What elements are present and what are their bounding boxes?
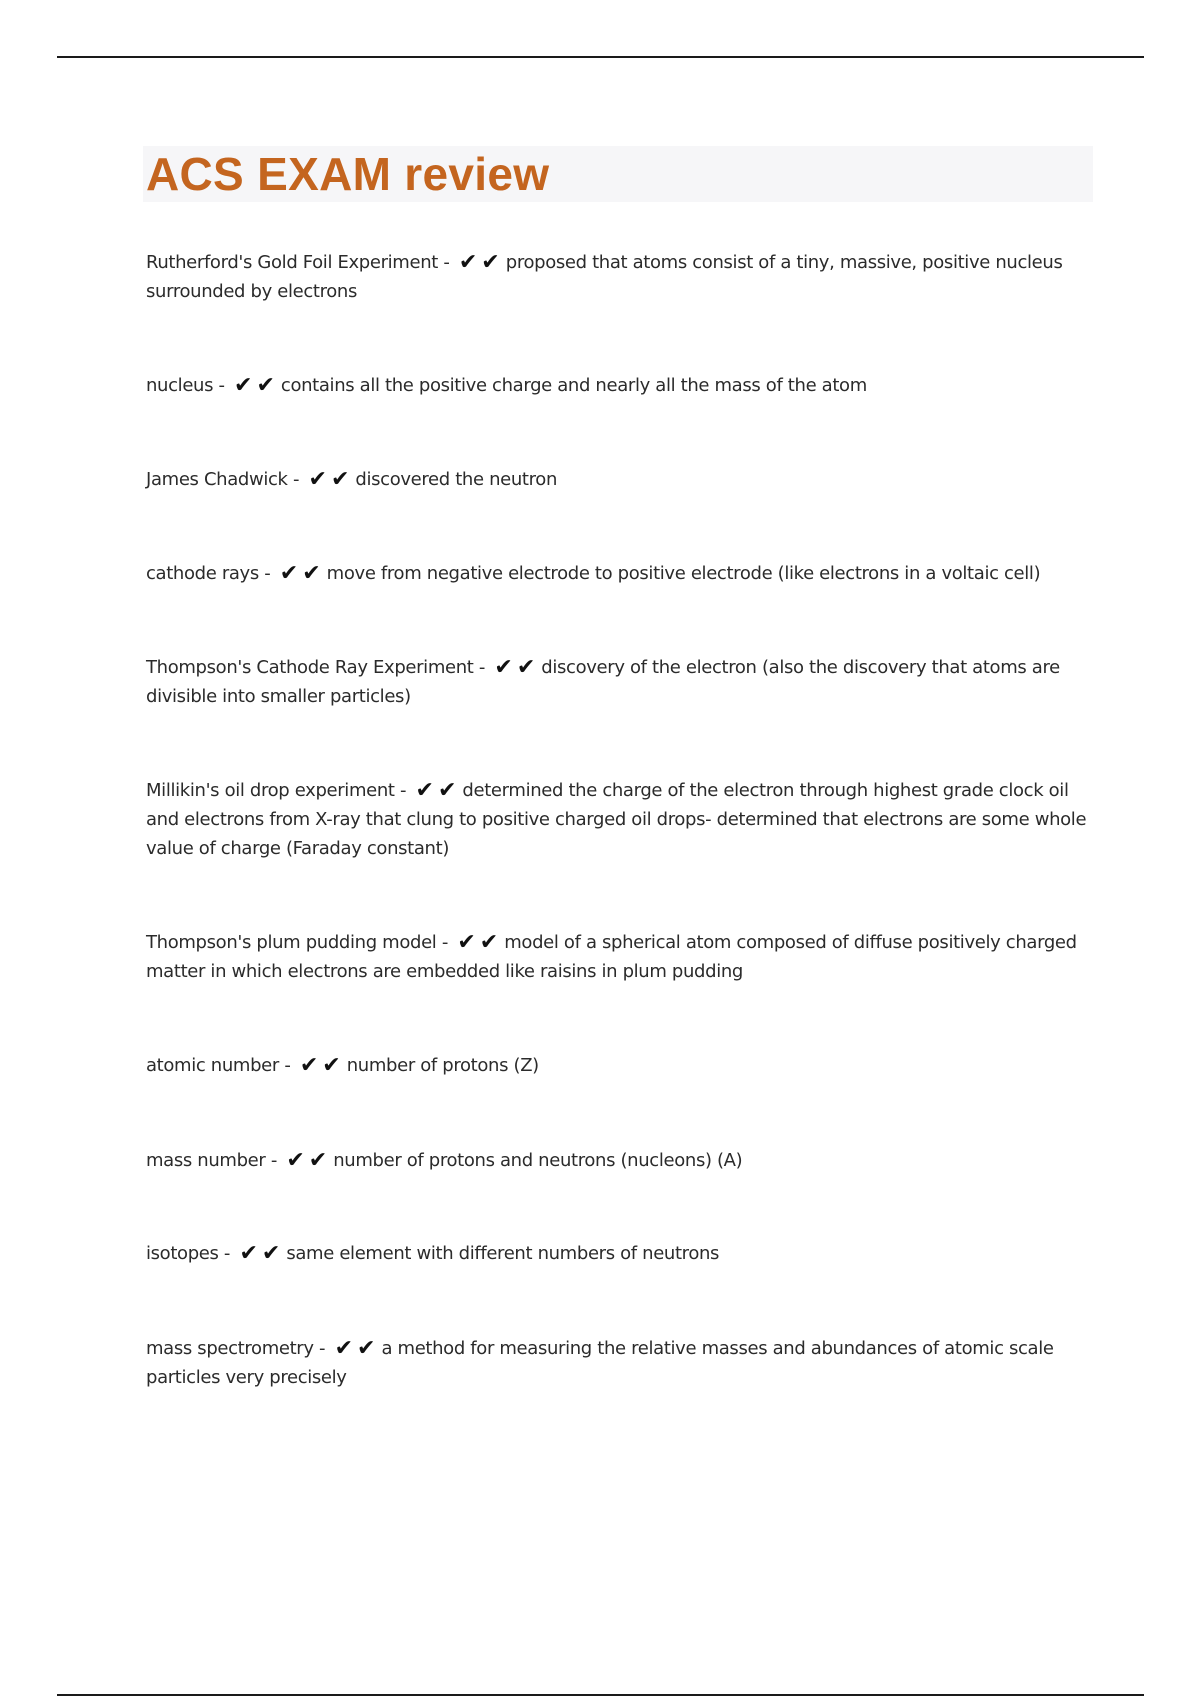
definition: discovered the neutron (355, 469, 558, 490)
term: atomic number (146, 1055, 279, 1076)
term: Thompson's Cathode Ray Experiment (146, 657, 474, 678)
separator: - (264, 563, 271, 584)
list-item (146, 1146, 1096, 1175)
definition: model of a spherical atom composed of diffuse positively charged matter in which electrons are embedded like raisins in plum pudding (146, 932, 1077, 982)
check-icon: ✔✔ (286, 1148, 332, 1173)
definition: contains all the positive charge and nearly all the mass of the atom (280, 375, 867, 396)
separator: - (270, 1150, 277, 1171)
check-icon: ✔✔ (234, 373, 279, 398)
separator: - (319, 1338, 326, 1359)
check-icon: ✔✔ (308, 467, 354, 492)
term: Millikin's oil drop experiment (146, 780, 395, 801)
check-icon: ✔✔ (239, 1241, 285, 1266)
separator: - (441, 932, 448, 953)
definition: same element with different numbers of neutrons (286, 1243, 720, 1264)
check-icon: ✔✔ (458, 250, 504, 275)
list-item (146, 248, 1096, 306)
check-icon: ✔✔ (457, 930, 503, 955)
definition: discovery of the electron (also the discovery that atoms are divisible into smaller particles) (146, 657, 1060, 707)
list-item (146, 928, 1096, 986)
term: Thompson's plum pudding model (146, 932, 437, 953)
list-item (146, 1334, 1096, 1392)
check-icon: ✔✔ (494, 655, 540, 680)
list-item (146, 465, 1096, 494)
definition: proposed that atoms consist of a tiny, massive, positive nucleus surrounded by electrons (146, 252, 1063, 302)
list-item (146, 776, 1096, 863)
term: James Chadwick (146, 469, 288, 490)
definition: determined the charge of the electron through highest grade clock oil and electrons from X-ray that clung to positive charged oil drops- determined that electrons are some whole value of charge (Faraday constant) (146, 780, 1087, 859)
bottom-rule (57, 1694, 1144, 1696)
term: nucleus (146, 375, 214, 396)
list-item (146, 1239, 1096, 1268)
term: isotopes (146, 1243, 219, 1264)
term: mass number (146, 1150, 266, 1171)
list-item (146, 1051, 1096, 1080)
separator: - (443, 252, 450, 273)
term: cathode rays (146, 563, 259, 584)
definition: move from negative electrode to positive electrode (like electrons in a voltaic cell) (326, 563, 1041, 584)
check-icon: ✔✔ (415, 778, 461, 803)
separator: - (293, 469, 300, 490)
definition: number of protons (Z) (346, 1055, 539, 1076)
check-icon: ✔✔ (334, 1336, 380, 1361)
term: Rutherford's Gold Foil Experiment (146, 252, 438, 273)
separator: - (223, 1243, 231, 1264)
definition: number of protons and neutrons (nucleons) (A) (333, 1150, 743, 1171)
definition: a method for measuring the relative masses and abundances of atomic scale particles very precisely (146, 1338, 1054, 1388)
separator: - (478, 657, 486, 678)
term: mass spectrometry (146, 1338, 314, 1359)
check-icon: ✔✔ (299, 1053, 345, 1078)
separator: - (218, 375, 225, 396)
list-item (146, 653, 1096, 711)
list-item (146, 371, 1096, 400)
separator: - (284, 1055, 291, 1076)
page-title: ACS EXAM review (146, 148, 550, 200)
top-rule (57, 56, 1144, 58)
separator: - (400, 780, 407, 801)
check-icon: ✔✔ (279, 561, 325, 586)
list-item (146, 559, 1096, 588)
